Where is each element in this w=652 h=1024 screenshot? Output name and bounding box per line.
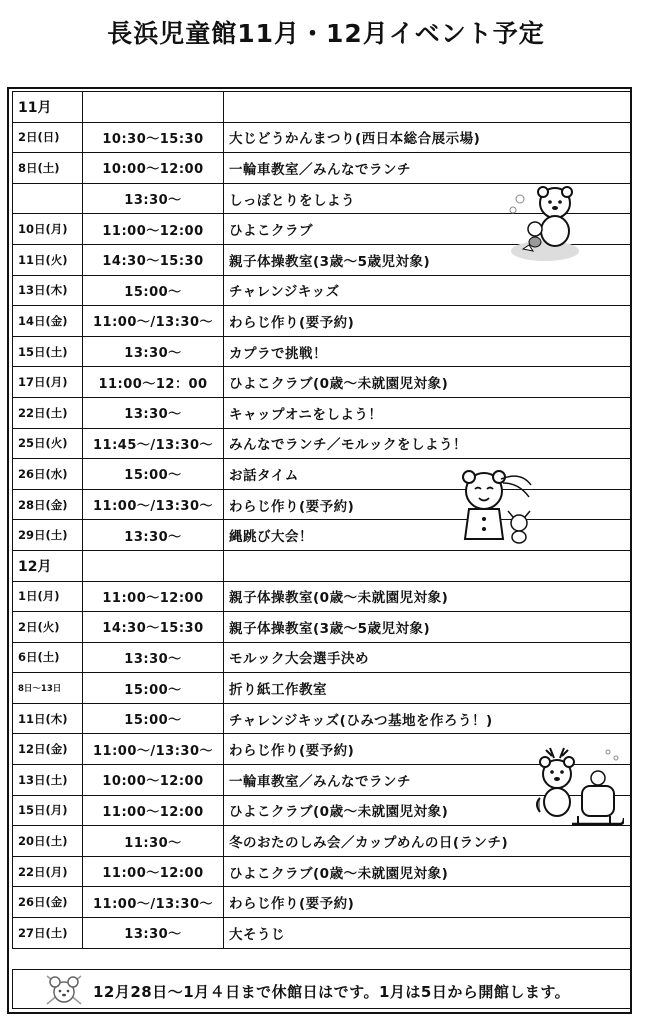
table-row	[13, 581, 632, 612]
event-date: 28日(金)	[13, 489, 83, 520]
event-time: 13:30～	[83, 183, 224, 214]
event-name: 縄跳び大会！	[224, 520, 632, 551]
event-time: 11:00～/13:30～	[83, 306, 224, 337]
event-name: 大じどうかんまつり(西日本総合展示場)	[224, 122, 632, 153]
event-name: 親子体操教室(3歳～5歳児対象)	[224, 612, 632, 643]
event-name: わらじ作り(要予約)	[224, 306, 632, 337]
event-date: 29日(土)	[13, 520, 83, 551]
event-name: ひよこクラブ(0歳～未就園児対象)	[224, 367, 632, 398]
event-date: 15日(月)	[13, 795, 83, 826]
table-row	[13, 703, 632, 734]
month-header-row	[13, 550, 632, 581]
table-row	[13, 887, 632, 918]
event-date: 22日(月)	[13, 856, 83, 887]
event-name: チャレンジキッズ	[224, 275, 632, 306]
event-date: 13日(木)	[13, 275, 83, 306]
event-time: 13:30～	[83, 397, 224, 428]
table-row	[13, 918, 632, 949]
footer-text: 12月28日～1月４日まで休館日はです。1月は5日から開館します。	[93, 983, 571, 1001]
event-time: 10:30～15:30	[83, 122, 224, 153]
event-date: 11日(木)	[13, 703, 83, 734]
table-row	[13, 642, 632, 673]
event-date: 13日(土)	[13, 765, 83, 796]
event-date: 10日(月)	[13, 214, 83, 245]
event-date: 1日(月)	[13, 581, 83, 612]
event-date: 11日(火)	[13, 244, 83, 275]
event-date: 17日(月)	[13, 367, 83, 398]
table-row	[13, 275, 632, 306]
event-time: 11:45～/13:30～	[83, 428, 224, 459]
event-time: 11:00～12:00	[83, 214, 224, 245]
table-row	[13, 367, 632, 398]
event-time: 11:00～12:00	[83, 795, 224, 826]
table-row	[13, 428, 632, 459]
table-row	[13, 153, 632, 184]
event-date: 15日(土)	[13, 336, 83, 367]
month-time-blank	[83, 550, 224, 581]
event-time: 11:30～	[83, 826, 224, 857]
bear-with-doll-icon	[449, 467, 539, 551]
footer-notice	[12, 969, 632, 1009]
month-time-blank	[83, 92, 224, 123]
table-row	[13, 612, 632, 643]
event-time: 14:30～15:30	[83, 612, 224, 643]
event-name: みんなでランチ／モルックをしよう！	[224, 428, 632, 459]
event-time: 15:00～	[83, 459, 224, 490]
event-time: 13:30～	[83, 520, 224, 551]
month-event-blank	[224, 550, 632, 581]
event-name: キャップオニをしよう！	[224, 397, 632, 428]
event-date: 26日(金)	[13, 887, 83, 918]
event-time: 11:00～/13:30～	[83, 489, 224, 520]
event-name: しっぽとりをしよう	[224, 183, 632, 214]
event-name: わらじ作り(要予約)	[224, 734, 632, 765]
reindeer-bear-sleigh-icon	[532, 744, 624, 838]
event-time: 15:00～	[83, 673, 224, 704]
event-name: わらじ作り(要予約)	[224, 887, 632, 918]
event-name: カプラで挑戦！	[224, 336, 632, 367]
event-time: 13:30～	[83, 918, 224, 949]
event-name: 一輪車教室／みんなでランチ	[224, 765, 632, 796]
event-date: 12日(金)	[13, 734, 83, 765]
table-row	[13, 673, 632, 704]
event-name: ひよこクラブ	[224, 214, 632, 245]
event-name: お話タイム	[224, 459, 632, 490]
event-name: わらじ作り(要予約)	[224, 489, 632, 520]
bear-with-squirrel-icon	[505, 185, 585, 265]
event-time: 10:00～12:00	[83, 153, 224, 184]
event-date: 20日(土)	[13, 826, 83, 857]
event-date: 8日(土)	[13, 153, 83, 184]
event-time: 11:00～12：00	[83, 367, 224, 398]
event-name: 親子体操教室(0歳～未就園児対象)	[224, 581, 632, 612]
event-time: 13:30～	[83, 336, 224, 367]
event-date: 8日～13日	[13, 673, 83, 704]
event-time: 11:00～/13:30～	[83, 734, 224, 765]
event-date: 6日(土)	[13, 642, 83, 673]
event-name: モルック大会選手決め	[224, 642, 632, 673]
event-time: 11:00～/13:30～	[83, 887, 224, 918]
event-name: 折り紙工作教室	[224, 673, 632, 704]
event-name: 親子体操教室(3歳～5歳児対象)	[224, 244, 632, 275]
event-name: ひよこクラブ(0歳～未就園児対象)	[224, 795, 632, 826]
mouse-icon	[43, 972, 85, 1008]
month-event-blank	[224, 92, 632, 123]
event-time: 11:00～12:00	[83, 856, 224, 887]
event-date: 2日(日)	[13, 122, 83, 153]
event-time: 15:00～	[83, 275, 224, 306]
event-time: 14:30～15:30	[83, 244, 224, 275]
event-name: ひよこクラブ(0歳～未就園児対象)	[224, 856, 632, 887]
event-name: チャレンジキッズ(ひみつ基地を作ろう！)	[224, 703, 632, 734]
table-row	[13, 856, 632, 887]
event-date: 25日(火)	[13, 428, 83, 459]
month-label: 11月	[13, 92, 83, 123]
event-time: 10:00～12:00	[83, 765, 224, 796]
month-header-row	[13, 92, 632, 123]
event-time: 13:30～	[83, 642, 224, 673]
event-time: 11:00～12:00	[83, 581, 224, 612]
schedule-sheet	[7, 87, 632, 1014]
month-label: 12月	[13, 550, 83, 581]
page-title: 長浜児童館11月・12月イベント予定	[107, 19, 545, 48]
event-date: 22日(土)	[13, 397, 83, 428]
event-date	[13, 183, 83, 214]
event-date: 27日(土)	[13, 918, 83, 949]
event-time: 15:00～	[83, 703, 224, 734]
event-name: 一輪車教室／みんなでランチ	[224, 153, 632, 184]
table-row	[13, 122, 632, 153]
event-date: 2日(火)	[13, 612, 83, 643]
event-name: 冬のおたのしみ会／カップめんの日(ランチ)	[224, 826, 632, 857]
event-date: 26日(水)	[13, 459, 83, 490]
table-row	[13, 306, 632, 337]
table-row	[13, 397, 632, 428]
table-row	[13, 336, 632, 367]
event-date: 14日(金)	[13, 306, 83, 337]
event-name: 大そうじ	[224, 918, 632, 949]
